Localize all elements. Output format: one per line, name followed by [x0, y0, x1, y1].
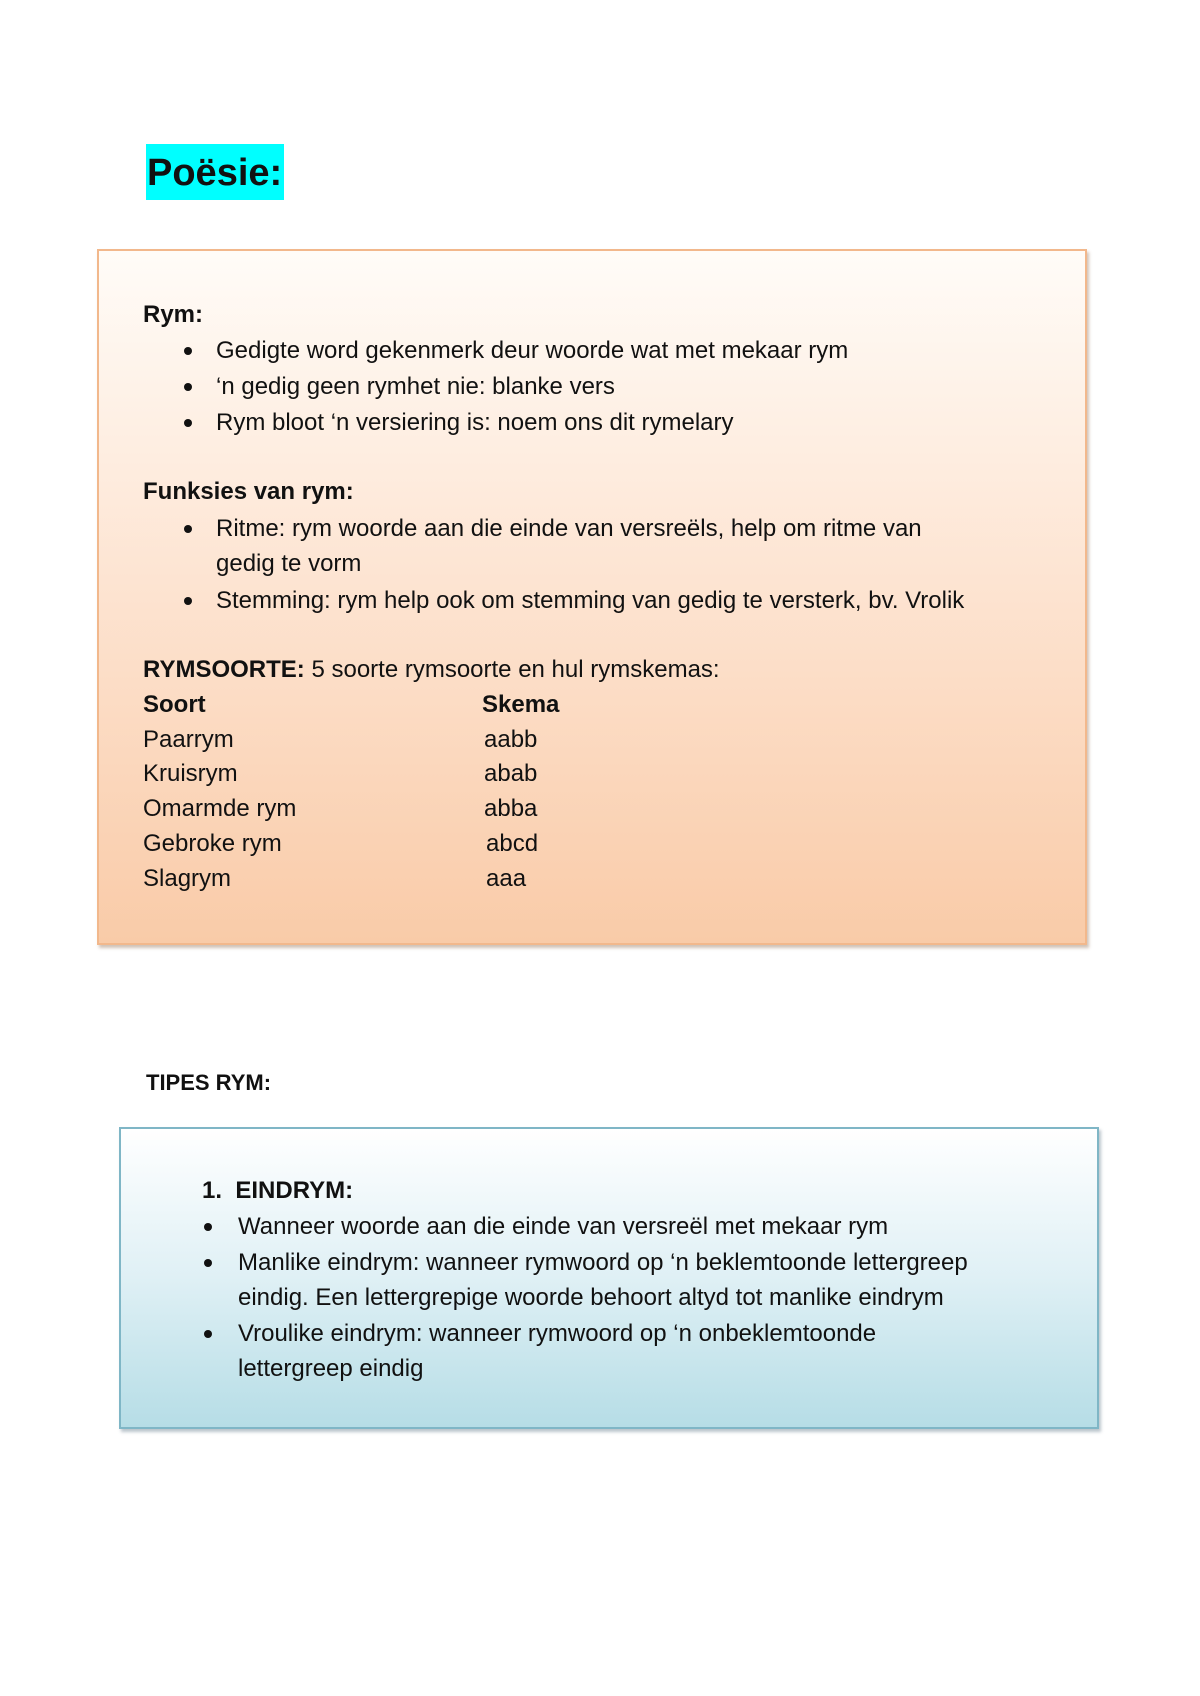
rymsoorte-label: RYMSOORTE:	[143, 656, 305, 683]
table-cell-soort: Gebroke rym	[143, 830, 282, 857]
bullet-icon	[204, 1223, 212, 1231]
bullet-icon	[184, 525, 192, 533]
table-header-soort: Soort	[143, 691, 206, 718]
rymsoorte-text: 5 soorte rymsoorte en hul rymskemas:	[304, 656, 720, 683]
rymsoorte-line	[143, 655, 720, 685]
table-cell-skema: aabb	[484, 726, 538, 753]
table-cell-soort: Paarrym	[143, 726, 234, 753]
eindrym-line: lettergreep eindig	[238, 1355, 424, 1382]
bullet-icon	[204, 1330, 212, 1338]
page-title: Poësie:	[146, 144, 284, 200]
tipes-heading: TIPES RYM:	[146, 1070, 272, 1095]
funksie-line: Ritme: rym woorde aan die einde van versreëls, help om ritme van	[216, 515, 922, 542]
funksie-line: gedig te vorm	[216, 550, 362, 577]
table-cell-skema: abcd	[486, 830, 539, 857]
table-header-skema: Skema	[482, 691, 560, 718]
rym-bullet: Gedigte word gekenmerk deur woorde wat met mekaar rym	[216, 337, 849, 364]
bullet-icon	[184, 419, 192, 427]
table-cell-soort: Kruisrym	[143, 760, 238, 787]
table-cell-skema: abab	[484, 760, 538, 787]
table-cell-soort: Omarmde rym	[143, 795, 297, 822]
bullet-icon	[204, 1259, 212, 1267]
eindrym-line: Manlike eindrym: wanneer rymwoord op ‘n beklemtoonde lettergreep	[238, 1249, 968, 1276]
rym-heading: Rym:	[143, 301, 204, 328]
bullet-icon	[184, 597, 192, 605]
eindrym-heading: 1. EINDRYM:	[202, 1177, 354, 1204]
funksies-heading: Funksies van rym:	[143, 478, 354, 505]
eindrym-line: eindig. Een lettergrepige woorde behoort altyd tot manlike eindrym	[238, 1284, 944, 1311]
table-cell-soort: Slagrym	[143, 865, 232, 892]
table-cell-skema: aaa	[486, 865, 527, 892]
eindrym-line: Wanneer woorde aan die einde van versreël met mekaar rym	[238, 1213, 889, 1240]
bullet-icon	[184, 347, 192, 355]
table-cell-skema: abba	[484, 795, 538, 822]
rym-bullet: Rym bloot ‘n versiering is: noem ons dit rymelary	[216, 409, 734, 436]
eindrym-line: Vroulike eindrym: wanneer rymwoord op ‘n onbeklemtoonde	[238, 1320, 877, 1347]
bullet-icon	[184, 383, 192, 391]
rym-bullet: ‘n gedig geen rymhet nie: blanke vers	[216, 373, 615, 400]
funksie-line: Stemming: rym help ook om stemming van gedig te versterk, bv. Vrolik	[216, 587, 965, 614]
